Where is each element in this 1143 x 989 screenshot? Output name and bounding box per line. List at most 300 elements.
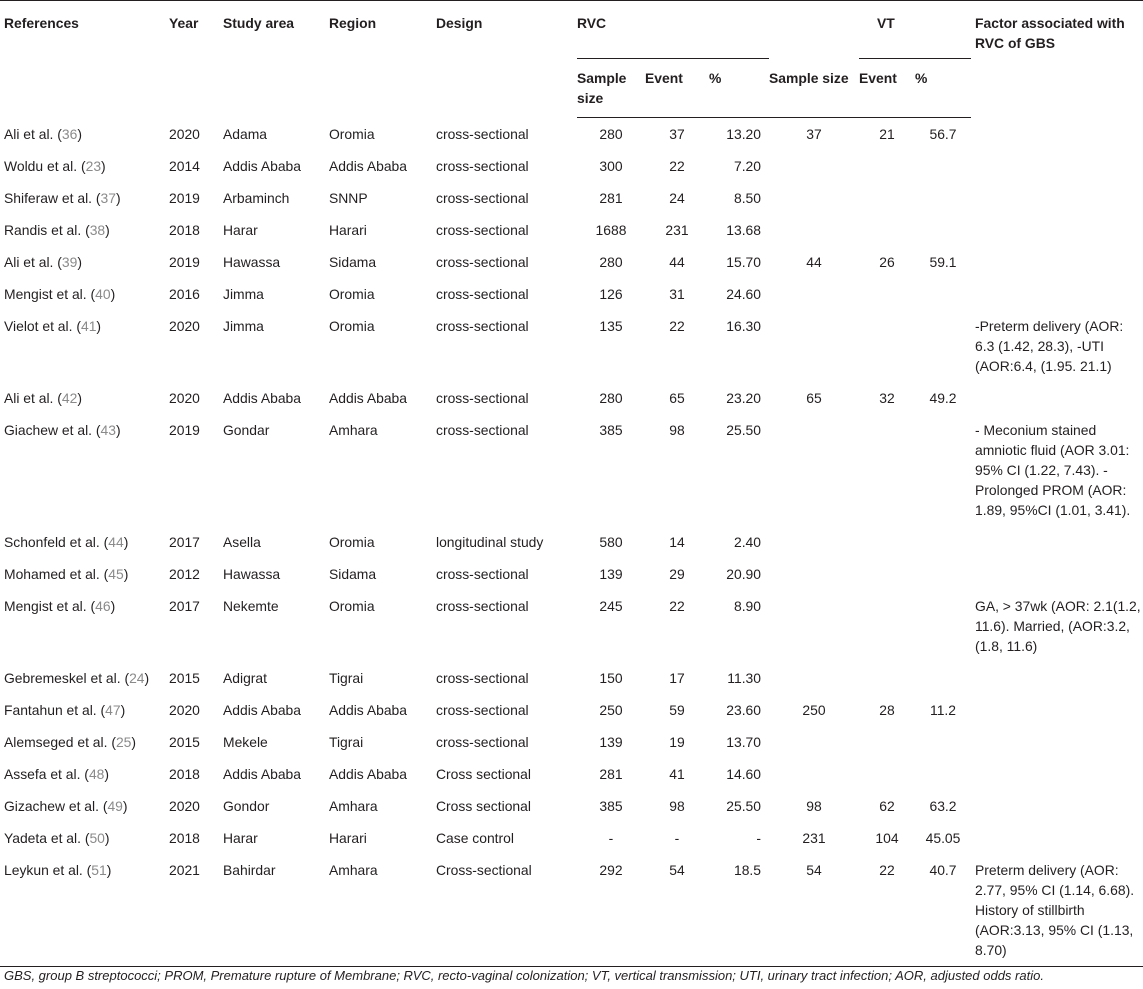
cell-rvc-percent: 2.40 — [733, 534, 762, 550]
cell-reference — [0, 214, 169, 246]
cell-rvc-sample-size: 300 — [599, 158, 623, 174]
cell-rvc-event: 65 — [669, 390, 685, 406]
table-row — [0, 822, 1143, 854]
reference-number-link[interactable]: 38 — [89, 222, 106, 238]
reference-close-paren: ) — [77, 125, 82, 142]
cell-rvc-sample-size: 280 — [599, 390, 623, 406]
cell-study-area: Harar — [223, 830, 258, 846]
cell-year: 2020 — [169, 125, 200, 142]
cell-reference — [0, 758, 169, 790]
reference-close-paren: ) — [144, 670, 150, 686]
reference-close-paren: ) — [77, 254, 82, 270]
table-row — [0, 214, 1143, 246]
cell-reference — [0, 310, 169, 382]
cell-study-area: Mekele — [223, 734, 268, 750]
cell-design: cross-sectional — [436, 566, 529, 582]
table-row — [0, 382, 1143, 414]
cell-rvc-percent: 13.68 — [726, 222, 762, 238]
reference-close-paren: ) — [120, 702, 126, 718]
cell-vt-sample-size: 98 — [806, 798, 822, 814]
cell-region: Tigrai — [329, 670, 364, 686]
cell-vt-event — [859, 726, 915, 758]
cell-design: cross-sectional — [436, 422, 529, 438]
cell-design: cross-sectional — [436, 670, 529, 686]
cell-vt-sample-size — [769, 278, 859, 310]
cell-rvc-percent: 8.50 — [733, 190, 762, 206]
cell-rvc-event: 231 — [665, 222, 689, 238]
cell-vt-percent: 59.1 — [929, 254, 957, 270]
cell-rvc-percent: 25.50 — [726, 422, 762, 438]
cell-rvc-event: 22 — [669, 158, 685, 174]
cell-region: Harari — [329, 830, 367, 846]
cell-vt-percent — [915, 590, 971, 662]
cell-year: 2012 — [169, 566, 200, 582]
cell-reference — [0, 118, 169, 151]
cell-vt-sample-size — [769, 590, 859, 662]
cell-vt-sample-size: 65 — [806, 390, 822, 406]
cell-vt-sample-size — [769, 758, 859, 790]
cell-rvc-event: 37 — [669, 126, 685, 142]
cell-vt-percent — [915, 726, 971, 758]
cell-vt-percent: 11.2 — [930, 702, 957, 718]
cell-rvc-sample-size: 281 — [599, 190, 623, 206]
cell-study-area: Addis Ababa — [223, 766, 302, 782]
reference-number-link[interactable]: 24 — [129, 670, 145, 686]
reference-author: Gizachew et al. ( — [4, 798, 108, 814]
cell-vt-event: 62 — [879, 798, 895, 814]
cell-factor: - Meconium stained amniotic fluid (AOR 3.01: 95% CI (1.22, 7.43). -Prolonged PROM (AOR: 1.89, 95%CI (1.01, 3.41). — [975, 422, 1131, 518]
cell-study-area: Asella — [223, 534, 261, 550]
cell-reference — [0, 558, 169, 590]
cell-year: 2020 — [169, 702, 200, 718]
cell-rvc-sample-size: 139 — [599, 566, 623, 582]
cell-vt-event: 21 — [879, 126, 895, 142]
cell-design: cross-sectional — [436, 254, 529, 270]
cell-region: Oromia — [329, 598, 375, 614]
cell-study-area: Gondar — [223, 422, 270, 438]
cell-factor: GA, > 37wk (AOR: 2.1(1.2, 11.6). Married, (AOR:3.2, (1.8, 11.6) — [975, 598, 1141, 654]
cell-rvc-percent: 23.60 — [726, 702, 762, 718]
cell-vt-sample-size — [769, 214, 859, 246]
cell-vt-sample-size — [769, 662, 859, 694]
cell-vt-sample-size — [769, 310, 859, 382]
cell-rvc-percent: 13.20 — [726, 126, 762, 142]
cell-rvc-sample-size: 245 — [599, 598, 623, 614]
cell-factor — [971, 118, 1143, 151]
cell-vt-event — [859, 662, 915, 694]
cell-vt-sample-size: 231 — [802, 830, 826, 846]
cell-design: cross-sectional — [436, 702, 529, 718]
cell-region: Oromia — [329, 286, 375, 302]
cell-vt-event: 32 — [879, 390, 895, 406]
cell-factor — [971, 790, 1143, 822]
reference-author: Vielot et al. ( — [4, 318, 81, 334]
reference-close-paren: ) — [101, 158, 106, 174]
table-row — [0, 694, 1143, 726]
cell-rvc-sample-size: 280 — [599, 126, 623, 142]
cell-factor — [971, 182, 1143, 214]
cell-vt-percent — [915, 310, 971, 382]
reference-number-link[interactable]: 44 — [108, 534, 124, 550]
cell-vt-event — [859, 558, 915, 590]
cell-year: 2021 — [169, 854, 223, 967]
cell-vt-sample-size: 37 — [806, 126, 822, 142]
cell-region: Amhara — [329, 854, 436, 967]
cell-factor — [971, 382, 1143, 414]
table-row — [0, 558, 1143, 590]
cell-study-area: Nekemte — [223, 598, 279, 614]
cell-region: Sidama — [329, 254, 377, 270]
header-vt-event: Event — [859, 59, 915, 118]
header-year: Year — [169, 1, 223, 118]
cell-year: 2020 — [169, 318, 200, 334]
cell-vt-sample-size — [769, 182, 859, 214]
cell-vt-event — [859, 310, 915, 382]
cell-rvc-sample-size: 281 — [599, 766, 623, 782]
reference-author: Assefa et al. ( — [4, 766, 89, 782]
reference-close-paren: ) — [115, 422, 121, 438]
cell-region: Tigrai — [329, 734, 364, 750]
cell-rvc-event: 19 — [669, 734, 685, 750]
reference-number-link[interactable]: 25 — [115, 734, 132, 750]
cell-reference — [0, 590, 169, 662]
header-study-area: Study area — [223, 1, 329, 118]
cell-vt-sample-size — [769, 414, 859, 526]
reference-number-link[interactable]: 46 — [95, 598, 111, 614]
reference-number-link[interactable]: 50 — [89, 830, 105, 846]
cell-rvc-percent: 13.70 — [726, 734, 762, 750]
table-row — [0, 758, 1143, 790]
cell-rvc-percent: 25.50 — [726, 798, 762, 814]
cell-year: 2020 — [169, 390, 200, 406]
cell-rvc-percent: 8.90 — [733, 598, 762, 614]
cell-rvc-event: 22 — [669, 598, 685, 614]
cell-study-area: Adigrat — [223, 670, 268, 686]
cell-reference — [0, 662, 169, 694]
reference-author: Leykun et al. ( — [4, 862, 92, 878]
cell-rvc-percent: 20.90 — [726, 566, 762, 582]
cell-vt-percent: 40.7 — [915, 854, 971, 967]
cell-vt-sample-size: 250 — [802, 702, 826, 718]
cell-design: cross-sectional — [436, 286, 529, 302]
cell-reference — [0, 246, 169, 278]
cell-region: Oromia — [329, 125, 375, 142]
cell-rvc-sample-size: 280 — [599, 254, 623, 270]
cell-factor — [971, 822, 1143, 854]
reference-number-link[interactable]: 48 — [88, 766, 105, 782]
reference-number-link[interactable]: 47 — [105, 702, 121, 718]
cell-study-area: Harar — [223, 222, 258, 238]
cell-vt-sample-size — [769, 558, 859, 590]
cell-rvc-sample-size: 135 — [599, 318, 623, 334]
reference-close-paren: ) — [122, 798, 128, 814]
table-row — [0, 526, 1143, 558]
cell-vt-event — [859, 758, 915, 790]
reference-close-paren: ) — [110, 598, 116, 614]
header-vt-percent: % — [915, 59, 971, 118]
cell-vt-percent: 63.2 — [929, 798, 957, 814]
cell-vt-event: 26 — [879, 254, 895, 270]
table-row — [0, 310, 1143, 382]
cell-rvc-sample-size: 250 — [599, 702, 623, 718]
cell-rvc-event: - — [674, 830, 680, 846]
cell-vt-sample-size: 44 — [806, 254, 822, 270]
reference-author: Mengist et al. ( — [4, 598, 96, 614]
cell-vt-event — [859, 590, 915, 662]
cell-factor: -Preterm delivery (AOR: 6.3 (1.42, 28.3), -UTI (AOR:6.4, (1.95. 21.1) — [975, 318, 1124, 374]
cell-rvc-sample-size: 292 — [577, 854, 645, 967]
cell-year: 2018 — [169, 222, 200, 238]
cell-vt-percent — [915, 558, 971, 590]
cell-design: Cross sectional — [436, 798, 531, 814]
cell-factor — [971, 558, 1143, 590]
cell-study-area: Bahirdar — [223, 854, 329, 967]
cell-factor — [971, 726, 1143, 758]
cell-reference — [0, 278, 169, 310]
cell-study-area: Hawassa — [223, 566, 281, 582]
cell-vt-event — [859, 414, 915, 526]
table-footnote: GBS, group B streptococci; PROM, Premature rupture of Membrane; RVC, recto-vaginal colonization; VT, vertical transmission; UTI, urinary tract infection; AOR, adjusted odds ratio. — [4, 968, 1044, 983]
cell-year: 2014 — [169, 158, 200, 174]
cell-rvc-sample-size: 580 — [599, 534, 623, 550]
cell-region: Harari — [329, 222, 367, 238]
cell-vt-event — [859, 214, 915, 246]
reference-number-link[interactable]: 41 — [80, 318, 97, 334]
table-row — [0, 182, 1143, 214]
cell-region: Amhara — [329, 798, 378, 814]
table-row — [0, 854, 1143, 967]
cell-year: 2020 — [169, 798, 200, 814]
table-row — [0, 590, 1143, 662]
cell-design: longitudinal study — [436, 534, 544, 550]
cell-year: 2019 — [169, 254, 200, 270]
cell-reference — [0, 790, 169, 822]
cell-rvc-sample-size: 150 — [599, 670, 623, 686]
cell-reference — [0, 526, 169, 558]
table-row — [0, 118, 1143, 151]
cell-factor — [971, 150, 1143, 182]
reference-author: Fantahun et al. ( — [4, 702, 106, 718]
cell-reference — [0, 694, 169, 726]
reference-number-link[interactable]: 37 — [100, 190, 116, 206]
cell-region: Oromia — [329, 318, 375, 334]
cell-year: 2019 — [169, 422, 200, 438]
cell-design: Case control — [436, 830, 514, 846]
cell-rvc-sample-size: 1688 — [595, 222, 627, 238]
cell-factor: Preterm delivery (AOR: 2.77, 95% CI (1.14, 6.68). History of stillbirth (AOR:3.13, 95% CI (1.13, 8.70) — [971, 854, 1143, 967]
reference-number-link[interactable]: 45 — [108, 566, 124, 582]
cell-design: cross-sectional — [436, 158, 529, 174]
cell-design: cross-sectional — [436, 734, 529, 750]
reference-number-link[interactable]: 40 — [95, 286, 111, 302]
header-rvc-percent: % — [709, 59, 769, 118]
table-header — [0, 1, 1143, 118]
cell-vt-percent — [915, 414, 971, 526]
cell-vt-percent — [915, 662, 971, 694]
cell-rvc-event: 31 — [669, 286, 685, 302]
cell-study-area: Arbaminch — [223, 190, 290, 206]
reference-author: Yadeta et al. ( — [4, 830, 90, 846]
cell-rvc-event: 22 — [669, 318, 685, 334]
cell-design: cross-sectional — [436, 222, 529, 238]
header-rvc-sample-size: Sample size — [577, 59, 645, 118]
cell-vt-event — [859, 278, 915, 310]
cell-rvc-percent: 24.60 — [726, 286, 762, 302]
reference-author: Giachew et al. ( — [4, 422, 101, 438]
reference-author: Ali et al. ( — [4, 390, 62, 406]
cell-region: Addis Ababa — [329, 702, 408, 718]
reference-close-paren: ) — [105, 222, 110, 238]
cell-year: 2018 — [169, 766, 200, 782]
header-region: Region — [329, 1, 436, 118]
cell-year: 2016 — [169, 286, 200, 302]
reference-author: Randis et al. ( — [4, 222, 90, 238]
cell-vt-percent — [915, 182, 971, 214]
reference-number-link[interactable]: 51 — [91, 862, 107, 878]
table-row — [0, 662, 1143, 694]
cell-region: Sidama — [329, 566, 377, 582]
cell-rvc-event: 59 — [669, 702, 685, 718]
reference-number-link[interactable]: 36 — [61, 125, 78, 142]
cell-study-area: Addis Ababa — [223, 390, 302, 406]
cell-rvc-event: 41 — [669, 766, 685, 782]
cell-rvc-percent: 7.20 — [733, 158, 762, 174]
reference-author: Ali et al. ( — [4, 125, 62, 142]
cell-vt-event — [859, 526, 915, 558]
cell-reference — [0, 150, 169, 182]
header-vt: VT — [859, 1, 971, 59]
cell-year: 2017 — [169, 598, 200, 614]
cell-region: SNNP — [329, 190, 368, 206]
cell-vt-percent — [915, 214, 971, 246]
table-row — [0, 790, 1143, 822]
reference-number-link[interactable]: 39 — [61, 254, 78, 270]
header-rvc-event: Event — [645, 59, 709, 118]
reference-author: Alemseged et al. ( — [4, 734, 116, 750]
cell-design: Cross sectional — [436, 766, 531, 782]
cell-reference — [0, 854, 169, 967]
cell-rvc-event: 29 — [669, 566, 685, 582]
cell-region: Addis Ababa — [329, 766, 408, 782]
cell-vt-percent — [915, 278, 971, 310]
cell-rvc-event: 17 — [669, 670, 685, 686]
reference-author: Mengist et al. ( — [4, 286, 96, 302]
cell-rvc-event: 44 — [669, 254, 685, 270]
cell-rvc-event: 98 — [669, 422, 685, 438]
reference-close-paren: ) — [123, 566, 129, 582]
cell-rvc-percent: 16.30 — [726, 318, 762, 334]
cell-study-area: Gondor — [223, 798, 270, 814]
header-vt-sample-size: Sample size — [769, 59, 859, 118]
cell-rvc-percent: - — [756, 830, 762, 846]
cell-vt-percent — [915, 758, 971, 790]
cell-vt-event: 104 — [875, 830, 899, 846]
cell-year: 2017 — [169, 534, 200, 550]
cell-vt-percent: 45.05 — [925, 830, 961, 846]
header-design: Design — [436, 1, 577, 118]
cell-rvc-percent: 14.60 — [726, 766, 762, 782]
reference-close-paren: ) — [110, 286, 116, 302]
cell-factor — [971, 662, 1143, 694]
table-row — [0, 246, 1143, 278]
cell-reference — [0, 414, 169, 526]
cell-region: Oromia — [329, 534, 375, 550]
cell-region: Addis Ababa — [329, 158, 408, 174]
cell-vt-event: 22 — [859, 854, 915, 967]
reference-close-paren: ) — [131, 734, 137, 750]
header-references: References — [0, 1, 169, 118]
reference-close-paren: ) — [106, 862, 112, 878]
reference-author: Schonfeld et al. ( — [4, 534, 109, 550]
cell-rvc-event: 98 — [669, 798, 685, 814]
cell-year: 2019 — [169, 190, 200, 206]
reference-close-paren: ) — [77, 390, 82, 406]
reference-number-link[interactable]: 42 — [61, 390, 78, 406]
reference-number-link[interactable]: 49 — [107, 798, 123, 814]
cell-rvc-sample-size: 385 — [599, 422, 623, 438]
cell-rvc-event: 14 — [669, 534, 685, 550]
cell-design: cross-sectional — [436, 318, 529, 334]
reference-number-link[interactable]: 43 — [100, 422, 116, 438]
reference-author: Woldu et al. ( — [4, 158, 86, 174]
cell-vt-event — [859, 182, 915, 214]
table-row — [0, 278, 1143, 310]
cell-design: cross-sectional — [436, 390, 529, 406]
table-row — [0, 414, 1143, 526]
header-factor: Factor associated with RVC of GBS — [971, 1, 1143, 118]
reference-author: Mohamed et al. ( — [4, 566, 109, 582]
cell-rvc-event: 54 — [645, 854, 709, 967]
cell-rvc-sample-size: 139 — [599, 734, 623, 750]
cell-vt-event — [859, 150, 915, 182]
cell-rvc-percent: 23.20 — [726, 390, 762, 406]
reference-close-paren: ) — [96, 318, 102, 334]
cell-reference — [0, 822, 169, 854]
cell-vt-percent: 49.2 — [929, 390, 957, 406]
cell-region: Addis Ababa — [329, 390, 408, 406]
reference-number-link[interactable]: 23 — [85, 158, 102, 174]
cell-rvc-event: 24 — [669, 190, 685, 206]
cell-year: 2015 — [169, 670, 200, 686]
cell-study-area: Jimma — [223, 286, 264, 302]
cell-rvc-sample-size: 126 — [599, 286, 623, 302]
reference-close-paren: ) — [104, 766, 110, 782]
table-row — [0, 150, 1143, 182]
cell-rvc-percent: 15.70 — [726, 254, 762, 270]
cell-rvc-sample-size: 385 — [599, 798, 623, 814]
table-body — [0, 118, 1143, 967]
reference-close-paren: ) — [123, 534, 129, 550]
cell-region: Amhara — [329, 422, 378, 438]
cell-vt-sample-size — [769, 150, 859, 182]
cell-vt-sample-size: 54 — [769, 854, 859, 967]
cell-design: Cross-sectional — [436, 854, 577, 967]
cell-factor — [971, 694, 1143, 726]
cell-factor — [971, 214, 1143, 246]
reference-author: Gebremeskel et al. ( — [4, 670, 130, 686]
table-row — [0, 726, 1143, 758]
cell-study-area: Hawassa — [223, 254, 281, 270]
cell-design: cross-sectional — [436, 190, 529, 206]
cell-factor — [971, 278, 1143, 310]
cell-vt-sample-size — [769, 726, 859, 758]
cell-factor — [971, 246, 1143, 278]
reference-author: Shiferaw et al. ( — [4, 190, 101, 206]
cell-reference — [0, 726, 169, 758]
reference-close-paren: ) — [104, 830, 110, 846]
cell-rvc-sample-size: - — [608, 830, 614, 846]
reference-author: Ali et al. ( — [4, 254, 62, 270]
